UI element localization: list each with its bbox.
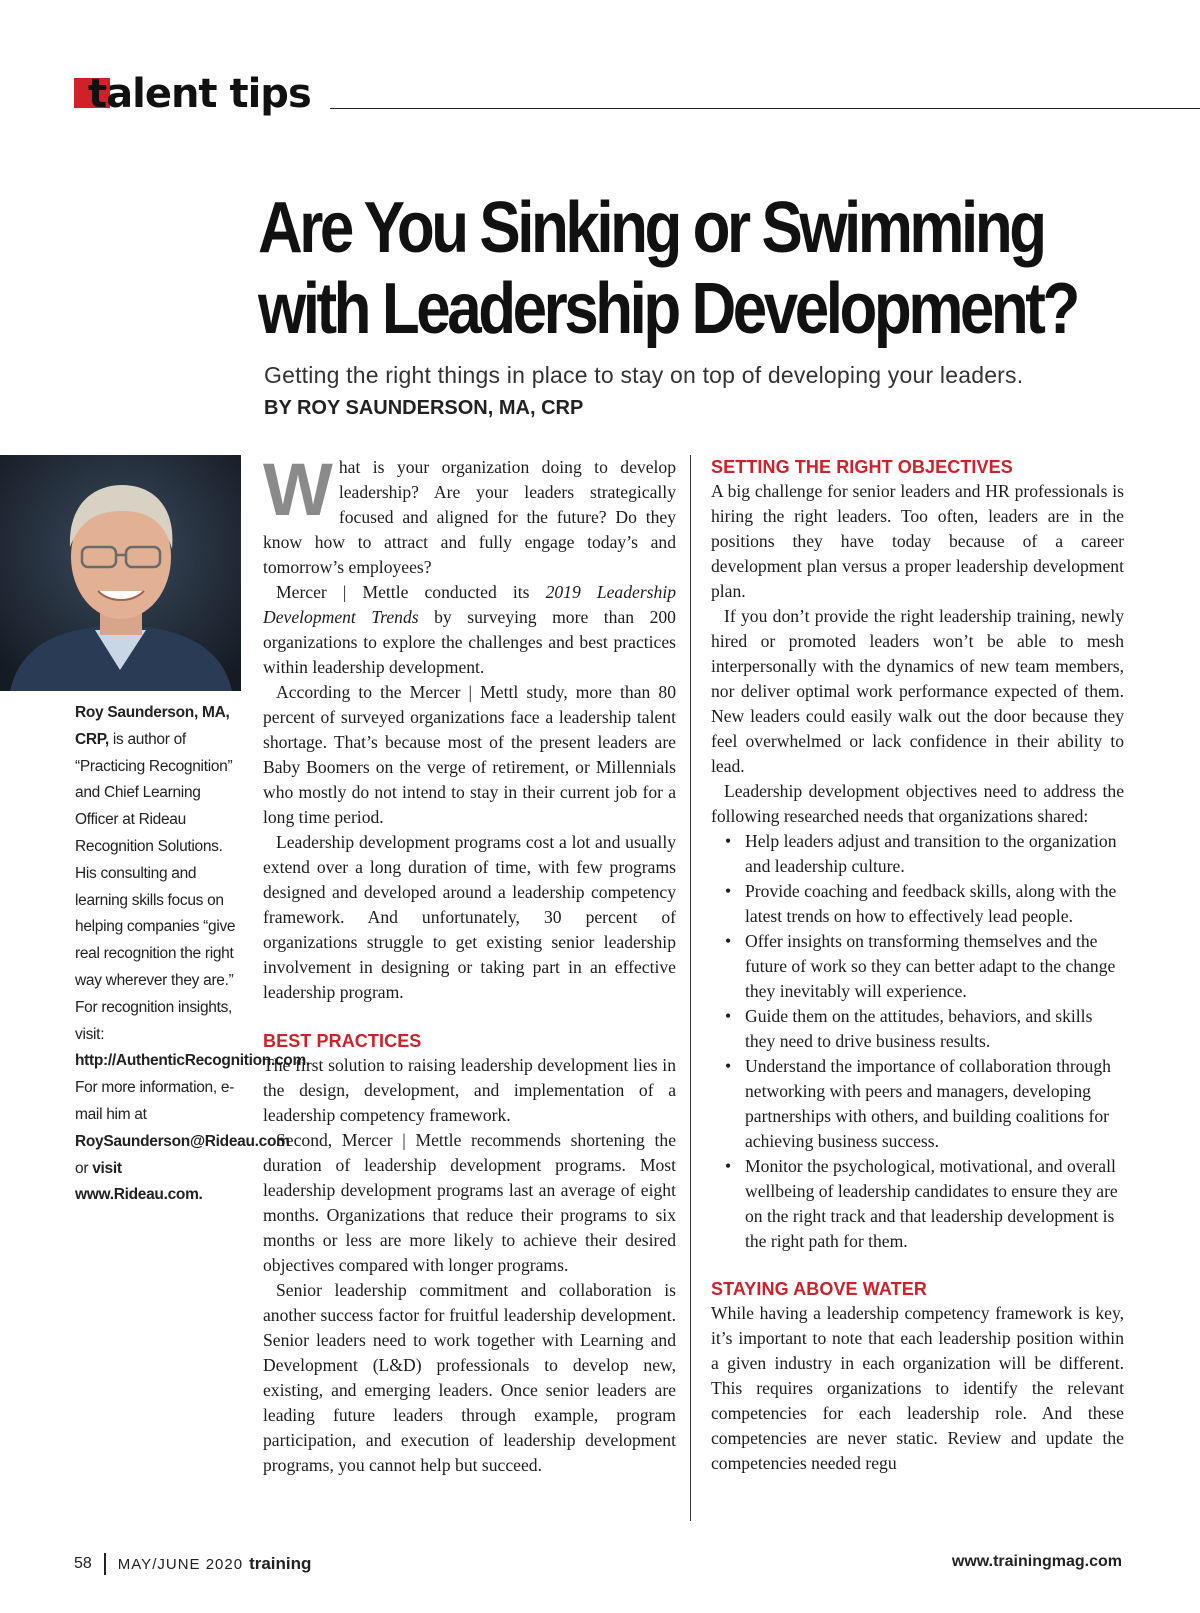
magazine-name: training	[249, 1554, 312, 1573]
list-item: • Help leaders adjust and transition to the organization and leadership culture.	[745, 829, 1124, 879]
bio-name: Roy Saunderson, MA, CRP,	[75, 704, 230, 748]
paragraph-shorten-duration: Second, Mercer | Mettle recommends shortening the duration of leadership development programs. Most leadership development programs last an average of eight months. Organizations that reduce their programs to six months or less are more likely to achieve their desired objectives compared with longer programs.	[263, 1130, 676, 1275]
article-deck: Getting the right things in place to stay on top of developing your leaders.	[264, 362, 1024, 388]
list-item: • Monitor the psychological, motivational, and overall wellbeing of leadership candidates to ensure they are on the right track and that leadership development is the right path for them.	[745, 1154, 1124, 1254]
bio-link-rideau[interactable]: visit www.Rideau.com.	[75, 1159, 203, 1204]
report-title: 2019 Leadership Development Trends	[263, 582, 676, 627]
paragraph-first-solution: The first solution to raising leadership development lies in the design, development, and implementation of a leadership competency framework.	[263, 1055, 676, 1125]
column-divider	[690, 455, 691, 1521]
issue-date: MAY/JUNE 2020	[117, 1555, 244, 1573]
bio-text-2: For more information, e-mail him at	[75, 1079, 235, 1123]
paragraph-intro	[263, 448, 676, 580]
paragraph-hiring-challenge: A big challenge for senior leaders and HR professionals is hiring the right leaders. Too often, leaders are in the positions they have today because of a career development plan versus a proper leadership development plan.	[711, 481, 1124, 601]
subhead-best-practices: BEST PRACTICES	[263, 1031, 422, 1051]
paragraph-talent-shortage: According to the Mercer | Mettl study, more than 80 percent of surveyed organizations face a leadership talent shortage. That’s because most of the present leaders are Baby Boomers on the verge of retirement, or Millennials who mostly do not intend to stay in their current job for a long time period.	[263, 682, 676, 827]
article-title-line1: Are You Sinking or Swimming	[258, 188, 1044, 268]
bio-email-link[interactable]: RoySaunderson@Rideau.com	[75, 1132, 290, 1150]
footer-url-link[interactable]: www.trainingmag.com	[951, 1553, 1122, 1570]
paragraph-mercer-study-b: by surveying more than 200 organizations to explore the challenges and best practices within leadership development.	[263, 607, 676, 677]
article-column-left	[263, 448, 676, 1478]
paragraph-mercer-study-a: Mercer | Mettle conducted its	[276, 582, 546, 602]
footer-divider	[104, 1553, 106, 1575]
page-footer	[74, 1553, 311, 1575]
dropcap: W	[263, 448, 331, 531]
paragraph-objectives: Leadership development objectives need to address the following researched needs that organizations shared:	[711, 781, 1124, 826]
article-column-right	[711, 455, 1124, 1476]
paragraph-training: If you don’t provide the right leadership training, newly hired or promoted leaders won’t be able to mesh interpersonally with the dynamics of new team members, nor deliver optimal work performance expected of them. New leaders could easily walk out the door because they feel overwhelmed or lack confidence in their ability to lead.	[711, 606, 1124, 776]
article-byline: BY ROY SAUNDERSON, MA, CRP	[264, 397, 584, 419]
page-number: 58	[74, 1555, 92, 1572]
paragraph-competency-framework: While having a leadership competency framework is key, it’s important to note that each leadership position within a given industry in each organization will be different. This requires organizations to identify the relevant competencies for each leadership role. And these competencies are never static. Review and update the competencies needed regu	[711, 1303, 1124, 1473]
list-item: • Offer insights on transforming themselves and the future of work so they can better adapt to the change they inevitably will experience.	[745, 929, 1124, 1004]
header-rule	[330, 108, 1200, 109]
list-item: • Understand the importance of collaboration through networking with peers and managers, developing partnerships with others, and building coalitions for achieving business success.	[745, 1054, 1124, 1154]
bio-text-1: is author of “Practicing Recognition” and Chief Learning Officer at Rideau Recognition Solutions. His consulting and learning skills focus on helping companies “give real recognition the right way wherever they are.” For recognition insights, visit:	[75, 730, 236, 1043]
article-title	[258, 188, 1077, 350]
author-photo	[0, 455, 241, 691]
objectives-list	[711, 829, 1124, 1254]
author-bio	[75, 700, 310, 1209]
bio-link-authentic-recognition[interactable]: http://AuthenticRecognition.com.	[75, 1052, 310, 1070]
paragraph-mercer-study	[263, 580, 676, 680]
paragraph-senior-commitment: Senior leadership commitment and collaboration is another success factor for fruitful leadership development. Senior leaders need to work together with Learning and Development (L&D) professionals to develop new, existing, and emerging leaders. Once senior leaders are leading future leaders through example, program participation, and execution of leadership development programs, you cannot help but succeed.	[263, 1280, 676, 1475]
list-item: • Guide them on the attitudes, behaviors, and skills they need to drive business results.	[745, 1004, 1124, 1054]
subhead-staying-above-water: STAYING ABOVE WATER	[711, 1279, 927, 1299]
article-title-line2: with Leadership Development?	[258, 269, 1077, 349]
paragraph-intro-text: hat is your organization doing to develop leadership? Are your leaders strategically focused and aligned for the future? Do they know how to attract and fully engage today’s and tomorrow’s employees?	[263, 457, 676, 577]
paragraph-program-cost: Leadership development programs cost a lot and usually extend over a long duration of time, with few programs designed and developed around a leadership competency framework. And unfortunately, 30 percent of organizations struggle to get existing senior leadership involvement in designing or taking part in an effective leadership program.	[263, 832, 676, 1002]
section-label-text: talent tips	[88, 71, 311, 117]
author-portrait-image	[0, 455, 241, 691]
section-label	[74, 72, 311, 116]
bio-text-3: or	[75, 1159, 93, 1177]
subhead-setting-objectives: SETTING THE RIGHT OBJECTIVES	[711, 457, 1013, 477]
list-item: • Provide coaching and feedback skills, along with the latest trends on how to effectively lead people.	[745, 879, 1124, 929]
